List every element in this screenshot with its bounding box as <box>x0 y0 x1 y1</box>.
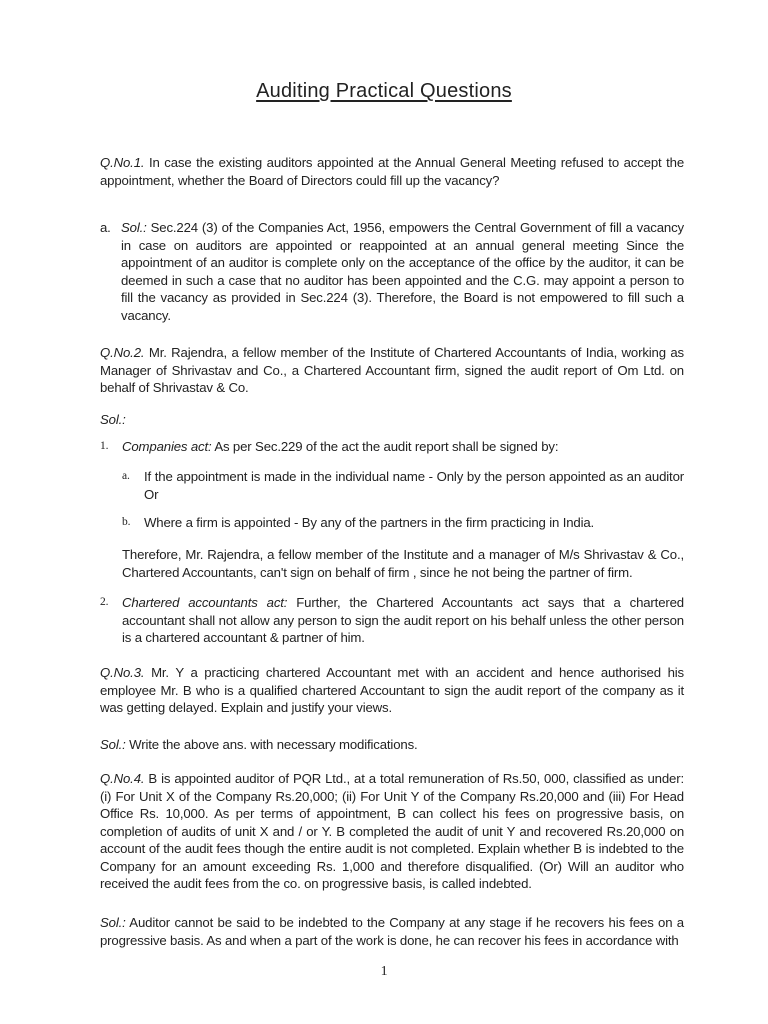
question-4-label: Q.No.4. <box>100 771 145 786</box>
list-number: 1. <box>100 440 109 452</box>
question-3-label: Q.No.3. <box>100 665 145 680</box>
solution-text: Auditor cannot be said to be indebted to the Company at any stage if he recovers his fees on a progressive basis. As and when a part of the work is done, he can recover his fees in accordance with <box>100 915 684 948</box>
sub-item-letter: b. <box>122 516 131 528</box>
sub-item-b <box>122 514 684 532</box>
question-1-label: Q.No.1. <box>100 155 145 170</box>
solution-text: Sec.224 (3) of the Companies Act, 1956, empowers the Central Government of fill a vacancy in case on auditors are appointed or reappointed at an annual general meeting Since the appointment of an auditor is complete only on the acceptance of the office by the auditor, it can be deemed in such a case that no auditor has been appointed and the C.G. may appoint a person to fill the vacancy as provided in Sec.224 (3). Therefore, the Board is not empowered to fill such a vacancy. <box>121 220 684 323</box>
sub-item-text: Where a firm is appointed - By any of the partners in the firm practicing in India. <box>144 515 595 530</box>
question-1 <box>100 154 684 189</box>
question-2-solution-label <box>100 411 684 429</box>
solution-label: Sol.: <box>100 915 126 930</box>
sub-item-letter: a. <box>122 470 130 482</box>
question-4-solution <box>100 914 684 949</box>
therefore-paragraph: Therefore, Mr. Rajendra, a fellow member of the Institute and a manager of M/s Shrivastav & Co., Chartered Accountants, can't sign on behalf of firm , since he not being the partner of firm. <box>122 547 684 580</box>
solution-marker: a. <box>100 220 111 235</box>
question-3-solution <box>100 736 684 754</box>
solution-label: Sol.: <box>100 412 126 427</box>
question-2-label: Q.No.2. <box>100 345 145 360</box>
page-title: Auditing Practical Questions <box>256 80 512 102</box>
solution-label: Sol.: <box>121 220 147 235</box>
list-item-label: Chartered accountants act: <box>122 595 288 610</box>
page-number: 1 <box>380 964 388 979</box>
question-2-text: Mr. Rajendra, a fellow member of the Institute of Chartered Accountants of India, working as Manager of Shrivastav and Co., a Chartered Accountant firm, signed the audit report of Om Ltd. on behalf of Shrivastav & Co. <box>100 345 684 395</box>
solution-body <box>121 219 684 324</box>
question-4-text: B is appointed auditor of PQR Ltd., at a total remuneration of Rs.50, 000, classified as under: (i) For Unit X of the Company Rs.20,000; (ii) For Unit Y of the Company Rs.20,000 and (iii) For Head Office Rs. 10,000. As per terms of appointment, B can collect his fees on progressive basis, on completion of audits of unit X and / or Y. B completed the audit of unit Y and recovered Rs.20,000 on account of the audit fees though the entire audit is not completed. Explain whether B is indebted to the Company for an amount exceeding Rs. 1,000 and therefore disqualified. (Or) Will an auditor who received the audit fees from the co. on progressive basis, is called indebted. <box>100 771 684 891</box>
question-2 <box>100 344 684 397</box>
solution-text: Write the above ans. with necessary modifications. <box>125 737 418 752</box>
question-4 <box>100 770 684 893</box>
list-item-text: Further, the Chartered Accountants act says that a chartered accountant shall not allow any person to sign the audit report on his behalf unless the other person is a chartered accountant & partner of him. <box>122 595 684 645</box>
question-1-text: In case the existing auditors appointed at the Annual General Meeting refused to accept the appointment, whether the Board of Directors could fill up the vacancy? <box>100 155 684 188</box>
question-3-text: Mr. Y a practicing chartered Accountant met with an accident and hence authorised his employee Mr. B who is a qualified chartered Accountant to sign the audit report of the company as it was getting delayed. Explain and justify your views. <box>100 665 684 715</box>
list-item-body <box>122 594 684 647</box>
solution-label: Sol.: <box>100 737 126 752</box>
sub-item-text: If the appointment is made in the individual name - Only by the person appointed as an auditor Or <box>144 469 684 502</box>
list-item-text: As per Sec.229 of the act the audit report shall be signed by: <box>211 439 559 454</box>
question-1-solution <box>100 219 684 324</box>
list-number: 2. <box>100 596 109 608</box>
question-3 <box>100 664 684 717</box>
list-item-body <box>122 438 684 456</box>
list-item-label: Companies act: <box>122 439 212 454</box>
sub-item-a <box>122 468 684 503</box>
